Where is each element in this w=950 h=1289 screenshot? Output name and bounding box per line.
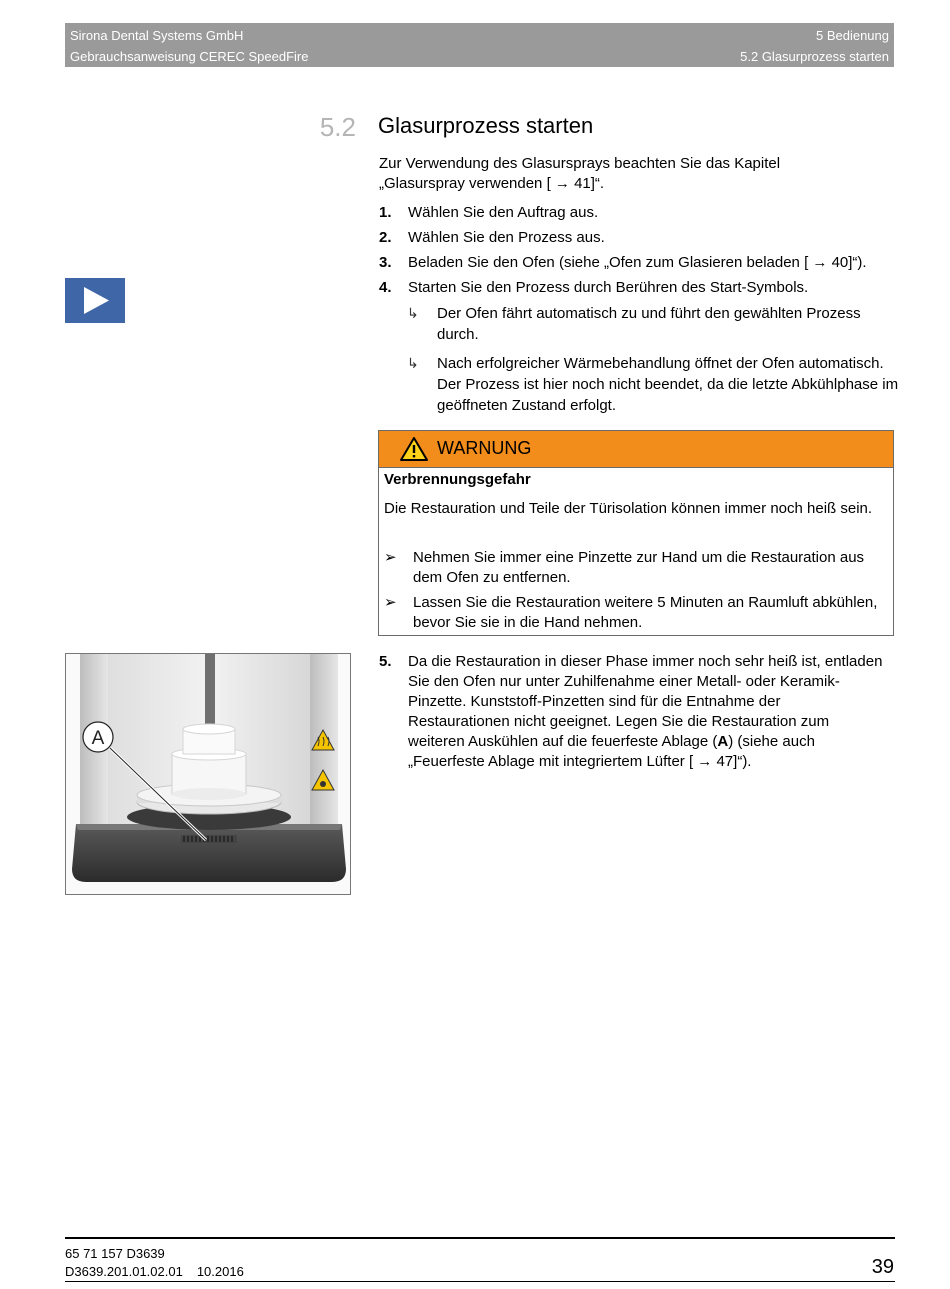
intro-line-2: „Glasurspray verwenden [ → 41]“. xyxy=(379,175,605,192)
warning-item-text: Nehmen Sie immer eine Pinzette zur Hand um die Restauration aus dem Ofen zu entfernen. xyxy=(413,549,865,586)
step-text: Beladen Sie den Ofen (siehe „Ofen zum Glasieren beladen [ → 40]“). xyxy=(408,254,867,271)
intro-line-1: Zur Verwendung des Glasursprays beachten Sie das Kapitel xyxy=(379,155,781,172)
header-section: 5.2 Glasurprozess starten xyxy=(740,48,889,64)
footer-doc-number: 65 71 157 D3639 xyxy=(65,1246,165,1261)
header-chapter: 5 Bedienung xyxy=(815,27,889,43)
result-text: Der Ofen fährt automatisch zu und führt den gewählten Prozess durch. xyxy=(437,305,861,343)
result-arrow-icon: ↳ xyxy=(407,355,419,371)
furnace-figure xyxy=(65,653,351,895)
step-number: 5. xyxy=(379,653,392,670)
warning-box xyxy=(378,430,894,636)
result-arrow-icon: ↳ xyxy=(407,305,419,321)
list-item xyxy=(379,203,899,223)
page-header xyxy=(65,23,894,67)
warning-triangle-icon xyxy=(399,436,429,462)
step-number: 4. xyxy=(379,279,392,296)
step-text: Wählen Sie den Auftrag aus. xyxy=(408,204,599,221)
step-5-text-before: Da die Restauration in dieser Phase immer noch sehr heiß ist, entladen Sie den Ofen nur unter Zuhilfenahme einer Metall- oder Keramik-Pinzette. Kunststoff-Pinzetten sind für die Entnahme der Restaurationen nicht geeignet. Legen Sie die Restauration zum weiteren Auskühlen auf die feuerfeste Ablage ( xyxy=(408,653,883,750)
step-list xyxy=(379,203,899,424)
warning-text: Die Restauration und Teile der Türisolation können immer noch heiß sein. xyxy=(384,500,873,517)
result-item xyxy=(379,303,899,345)
section-number: 5.2 xyxy=(319,112,356,142)
warning-label: WARNUNG xyxy=(437,438,532,458)
list-item xyxy=(379,228,899,248)
footer-rule-bottom xyxy=(65,1281,895,1282)
step-text: Starten Sie den Prozess durch Berühren des Start-Symbols. xyxy=(408,279,809,296)
header-manual: Gebrauchsanweisung CEREC SpeedFire xyxy=(70,48,309,64)
section-title: Glasurprozess starten xyxy=(378,113,594,138)
list-item xyxy=(379,652,884,772)
warning-item-text: Lassen Sie die Restauration weitere 5 Minuten an Raumluft abkühlen, bevor Sie sie in die Hand nehmen. xyxy=(413,594,878,631)
result-text: Nach erfolgreicher Wärmebehandlung öffnet der Ofen automatisch. Der Prozess ist hier noch nicht beendet, da die letzte Abkühlphase im geöffneten Zustand erfolgt. xyxy=(437,355,899,414)
step-number: 2. xyxy=(379,229,392,246)
step-5 xyxy=(379,652,884,777)
list-item xyxy=(379,278,899,298)
warning-header xyxy=(379,431,893,468)
list-item xyxy=(379,253,899,273)
step-number: 3. xyxy=(379,254,392,271)
header-company: Sirona Dental Systems GmbH xyxy=(70,27,244,43)
footer-doc-code: D3639.201.01.02.01 xyxy=(65,1264,183,1279)
intro-paragraph xyxy=(379,154,879,194)
page-number: 39 xyxy=(871,1256,894,1278)
arrow-bullet-icon: ➢ xyxy=(384,549,397,566)
list-item xyxy=(384,548,889,588)
footer-rule-top xyxy=(65,1237,895,1239)
warning-list xyxy=(384,548,889,638)
play-icon xyxy=(65,278,125,323)
footer-date: 10.2016 xyxy=(196,1264,244,1279)
warning-subtitle: Verbrennungsgefahr xyxy=(384,471,531,488)
footer-doc-info xyxy=(65,1245,244,1281)
step-5-text-after: ) (siehe auch „Feuerfeste Ablage mit integriertem Lüfter [ → 47]“). xyxy=(408,733,815,770)
list-item xyxy=(384,593,889,633)
step-text: Wählen Sie den Prozess aus. xyxy=(408,229,605,246)
step-5-callout-ref: A xyxy=(717,733,729,750)
callout-label: A xyxy=(91,728,105,749)
step-number: 1. xyxy=(379,204,392,221)
result-item xyxy=(379,353,899,416)
arrow-bullet-icon: ➢ xyxy=(384,594,397,611)
